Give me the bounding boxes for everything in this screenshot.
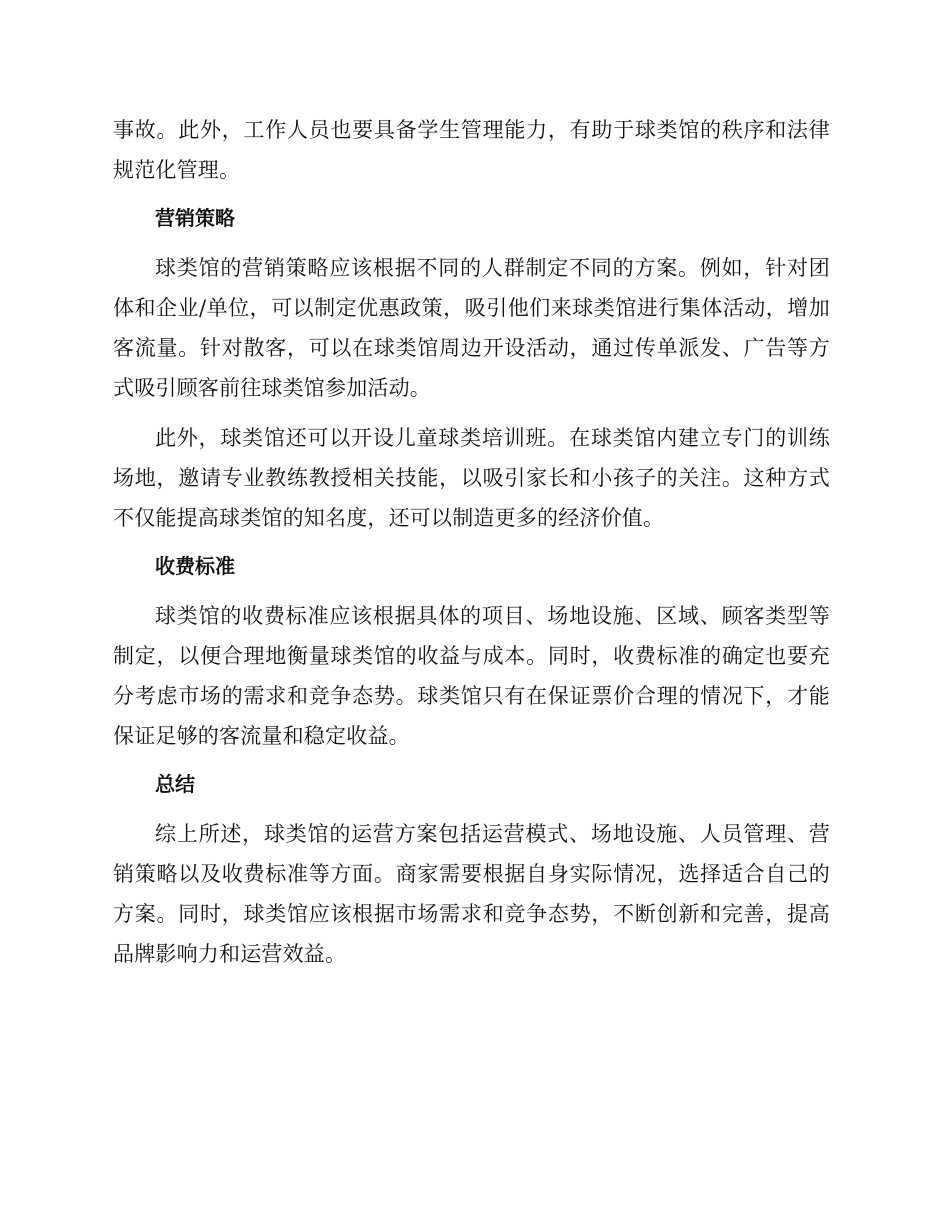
marketing-paragraph-1: 球类馆的营销策略应该根据不同的人群制定不同的方案。例如，针对团体和企业/单位，可以制定优惠政策，吸引他们来球类馆进行集体活动，增加客流量。针对散客，可以在球类馆周边开设活动，通过传单派发、广告等方式吸引顾客前往球类馆参加活动。 xyxy=(113,256,830,400)
section-heading-summary: 总结 xyxy=(155,772,195,796)
intro-paragraph: 事故。此外，工作人员也要具备学生管理能力，有助于球类馆的秩序和法律规范化管理。 xyxy=(113,118,830,182)
marketing-paragraph-2: 此外，球类馆还可以开设儿童球类培训班。在球类馆内建立专门的训练场地，邀请专业教练教授相关技能，以吸引家长和小孩子的关注。这种方式不仅能提高球类馆的知名度，还可以制造更多的经济价值。 xyxy=(113,426,830,530)
section-summary xyxy=(113,766,830,974)
section-heading-pricing: 收费标准 xyxy=(155,554,235,578)
section-heading-marketing: 营销策略 xyxy=(155,206,235,230)
pricing-paragraph-1: 球类馆的收费标准应该根据具体的项目、场地设施、区域、顾客类型等制定，以便合理地衡量球类馆的收益与成本。同时，收费标准的确定也要充分考虑市场的需求和竞争态势。球类馆只有在保证票价合理的情况下，才能保证足够的客流量和稳定收益。 xyxy=(113,604,830,748)
section-marketing xyxy=(113,200,830,538)
document-page xyxy=(113,110,830,984)
summary-paragraph-1: 综上所述，球类馆的运营方案包括运营模式、场地设施、人员管理、营销策略以及收费标准等方面。商家需要根据自身实际情况，选择适合自己的方案。同时，球类馆应该根据市场需求和竞争态势，不断创新和完善，提高品牌影响力和运营效益。 xyxy=(113,822,830,966)
section-pricing xyxy=(113,548,830,756)
